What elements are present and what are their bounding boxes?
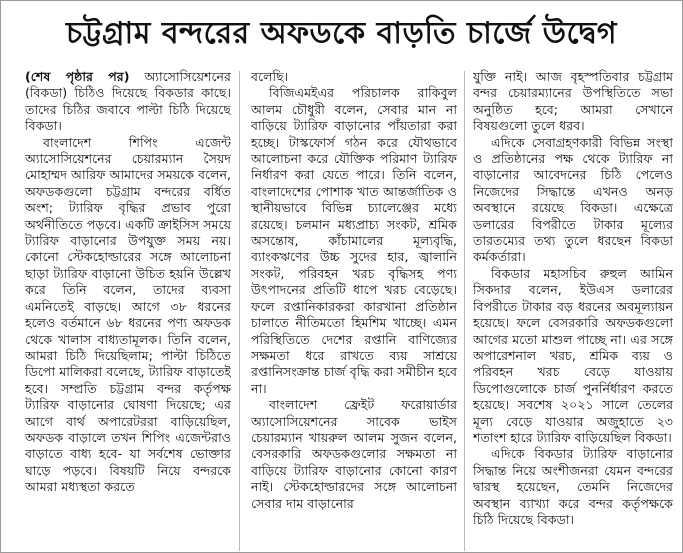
paragraph [25, 135, 231, 496]
paragraph [473, 69, 673, 135]
headline: চট্টগ্রাম বন্দরের অফডকে বাড়তি চার্জে উদ্বেগ [65, 16, 618, 51]
paragraph-text: এদিকে সেবাগ্রহণকারী বিভিন্ন সংস্থা ও প্রতিষ্ঠানের পক্ষ থেকে ট্যারিফ না বাড়ানোর আবেদনের চিঠি পেলেও নিজেদের সিদ্ধান্তে এখনও অনড় অবস্থানে রয়েছে বিকডা। এক্ষেত্রে ডলারের বিপরীতে টাকার মূল্যের তারতম্যের তথ্য তুলে ধরছেন বিকডা কর্মকর্তারা। [473, 134, 673, 265]
continuation-label: (শেষ পৃষ্ঠার পর) [25, 69, 130, 84]
paragraph-text: বিকডার মহাসচিব রুহুল আমিন সিকদার বলেন, ইউএস ডলারের বিপরীতে টাকার বড় ধরনের অবমূল্যায়ন হয়েছে। ফলে বেসরকারি অফডকগুলো আগের মতো মাশুল পাচ্ছে না। এর সঙ্গে অপারেশনাল খরচ, শ্রমিক ব্যয় ও পরিবহন খরচ বেড়ে যাওয়ায় ডিপোগুলোকে চার্জ পুনর্নির্ধারণ করতে হয়েছে। সবশেষ ২০২১ সালে তেলের মূল্য বেড়ে যাওয়ার অজুহাতে ২৩ শতাংশ হারে ট্যারিফ বাড়িয়েছিল বিকডা। [473, 265, 673, 445]
paragraph [251, 69, 457, 85]
paragraph [473, 446, 673, 528]
article-column-2 [251, 69, 457, 553]
paragraph-text: এদিকে বিকডার ট্যারিফ বাড়ানোর সিদ্ধান্ত নিয়ে অংশীজনরা যেমন বন্দরের দ্বারস্থ হয়েছেন, তেমনি নিজেদের অবস্থান ব্যাখ্যা করে বন্দর কর্তৃপক্ষকে চিঠি দিয়েছে বিকডা। [473, 446, 673, 527]
paragraph-text: বাংলাদেশ ফ্রেইট ফরোয়ার্ডার অ্যাসোসিয়েশনের সাবেক ভাইস চেয়ারম্যান খায়রুল আলম সুজন বলেন, বেসরকারি অফডকগুলোর সক্ষমতা না বাড়িয়ে ট্যারিফ বাড়ানোর কোনো কারণ নাই। স্টেকহোল্ডারদের সঙ্গে আলোচনা সেবার দাম বাড়ানোর [251, 397, 457, 511]
column-divider [464, 71, 465, 551]
column-divider [239, 71, 240, 551]
paragraph-text: বিজিএমইএর পরিচালক রাকিবুল আলম চৌধুরী বলেন, সেবার মান না বাড়িয়ে ট্যারিফ বাড়ানোর পাঁয়তারা করা হচ্ছে। টাস্কফোর্স গঠন করে যৌথভাবে আলোচনা করে যৌক্তিক পরিমাণ ট্যারিফ নির্ধারণ করা যেতে পারে। তিনি বলেন, বাংলাদেশের পোশাক খাত আন্তর্জাতিক ও স্থানীয়ভাবে বিভিন্ন চ্যালেঞ্জের মধ্যে রয়েছে। চলমান মধ্যপ্রাচ্য সংকট, শ্রমিক অসন্তোষ, কাঁচামালের মূল্যবৃদ্ধি, ব্যাংকঋণের উচ্চ সুদের হার, জ্বালানি সংকট, পরিবহন খরচ বৃদ্ধিসহ পণ্য উৎপাদনের প্রতিটি ধাপে খরচ বেড়েছে। ফলে রপ্তানিকারকরা কারখানা প্রতিষ্ঠান চালাতে নীতিমতো হিমশিম খাচ্ছে। এমন পরিস্থিতিতে দেশের রপ্তানি বাণিজ্যের সক্ষমতা ধরে রাখতে ব্যয় সাশ্রয়ে রপ্তানিসংক্রান্ত চার্জ বৃদ্ধি করা সমীচীন হবে না। [251, 85, 457, 396]
paragraph-text: অ্যাসোসিয়েশনের (বিকডা) চিঠিও দিয়েছে বিকডার কাছে। তাদের চিঠির জবাবে পাল্টা চিঠি দিয়েছে বিকডা। [25, 69, 231, 134]
paragraph [251, 397, 457, 512]
paragraph-text: বলেছি। [251, 69, 289, 84]
paragraph [473, 266, 673, 446]
article-column-1 [25, 69, 231, 553]
article-column-3 [473, 69, 673, 553]
paragraph-text: বাংলাদেশ শিপিং এজেন্ট অ্যাসোসিয়েশনের চেয়ারম্যান সৈয়দ মোহাম্মদ আরিফ আমাদের সময়কে বলেন, অফডকগুলো চট্টগ্রাম বন্দরের বর্ধিত অংশ; ট্যারিফ বৃদ্ধির প্রভাব পুরো অর্থনীতিতে পড়বে। একটি ক্রাইসিস সময়ে ট্যারিফ বাড়ানোর উপযুক্ত সময় নয়। কোনো স্টেকহোল্ডারের সঙ্গে আলোচনা ছাড়া ট্যারিফ বাড়ানো উচিত হয়নি উল্লেখ করে তিনি বলেন, তাদের ব্যবসা এমনিতেই বাড়ছে। আগে ৩৮ ধরনের হলেও বর্তমানে ৬৮ ধরনের পণ্য অফডক থেকে খালাস বাধ্যতামূলক। তিনি বলেন, আমরা চিঠি দিয়েছিলাম; পাল্টা চিঠিতে ডিপো মালিকরা বলেছে, ট্যারিফ বাড়াতেই হবে। সম্প্রতি চট্টগ্রাম বন্দর কর্তৃপক্ষ ট্যারিফ বাড়ানোর ঘোষণা দিয়েছে; এর আগে বার্থ অপারেটররা বাড়িয়েছিল, অফডক বাড়ালে তখন শিপিং এজেন্টরাও বাড়াতে বাধ্য হবে- যা সর্বশেষ ভোক্তার ঘাড়ে পড়বে। বিষয়টি নিয়ে বন্দরকে আমরা মধ্যস্থতা করতে [25, 134, 231, 495]
paragraph [251, 85, 457, 397]
paragraph-text: যুক্তি নাই। আজ বৃহস্পতিবার চট্টগ্রাম বন্দর চেয়ারম্যানের উপস্থিতিতে সভা অনুষ্ঠিত হবে; আমরা সেখানে বিষয়গুলো তুলে ধরব। [473, 69, 673, 134]
paragraph [25, 69, 231, 135]
paragraph [473, 135, 673, 266]
